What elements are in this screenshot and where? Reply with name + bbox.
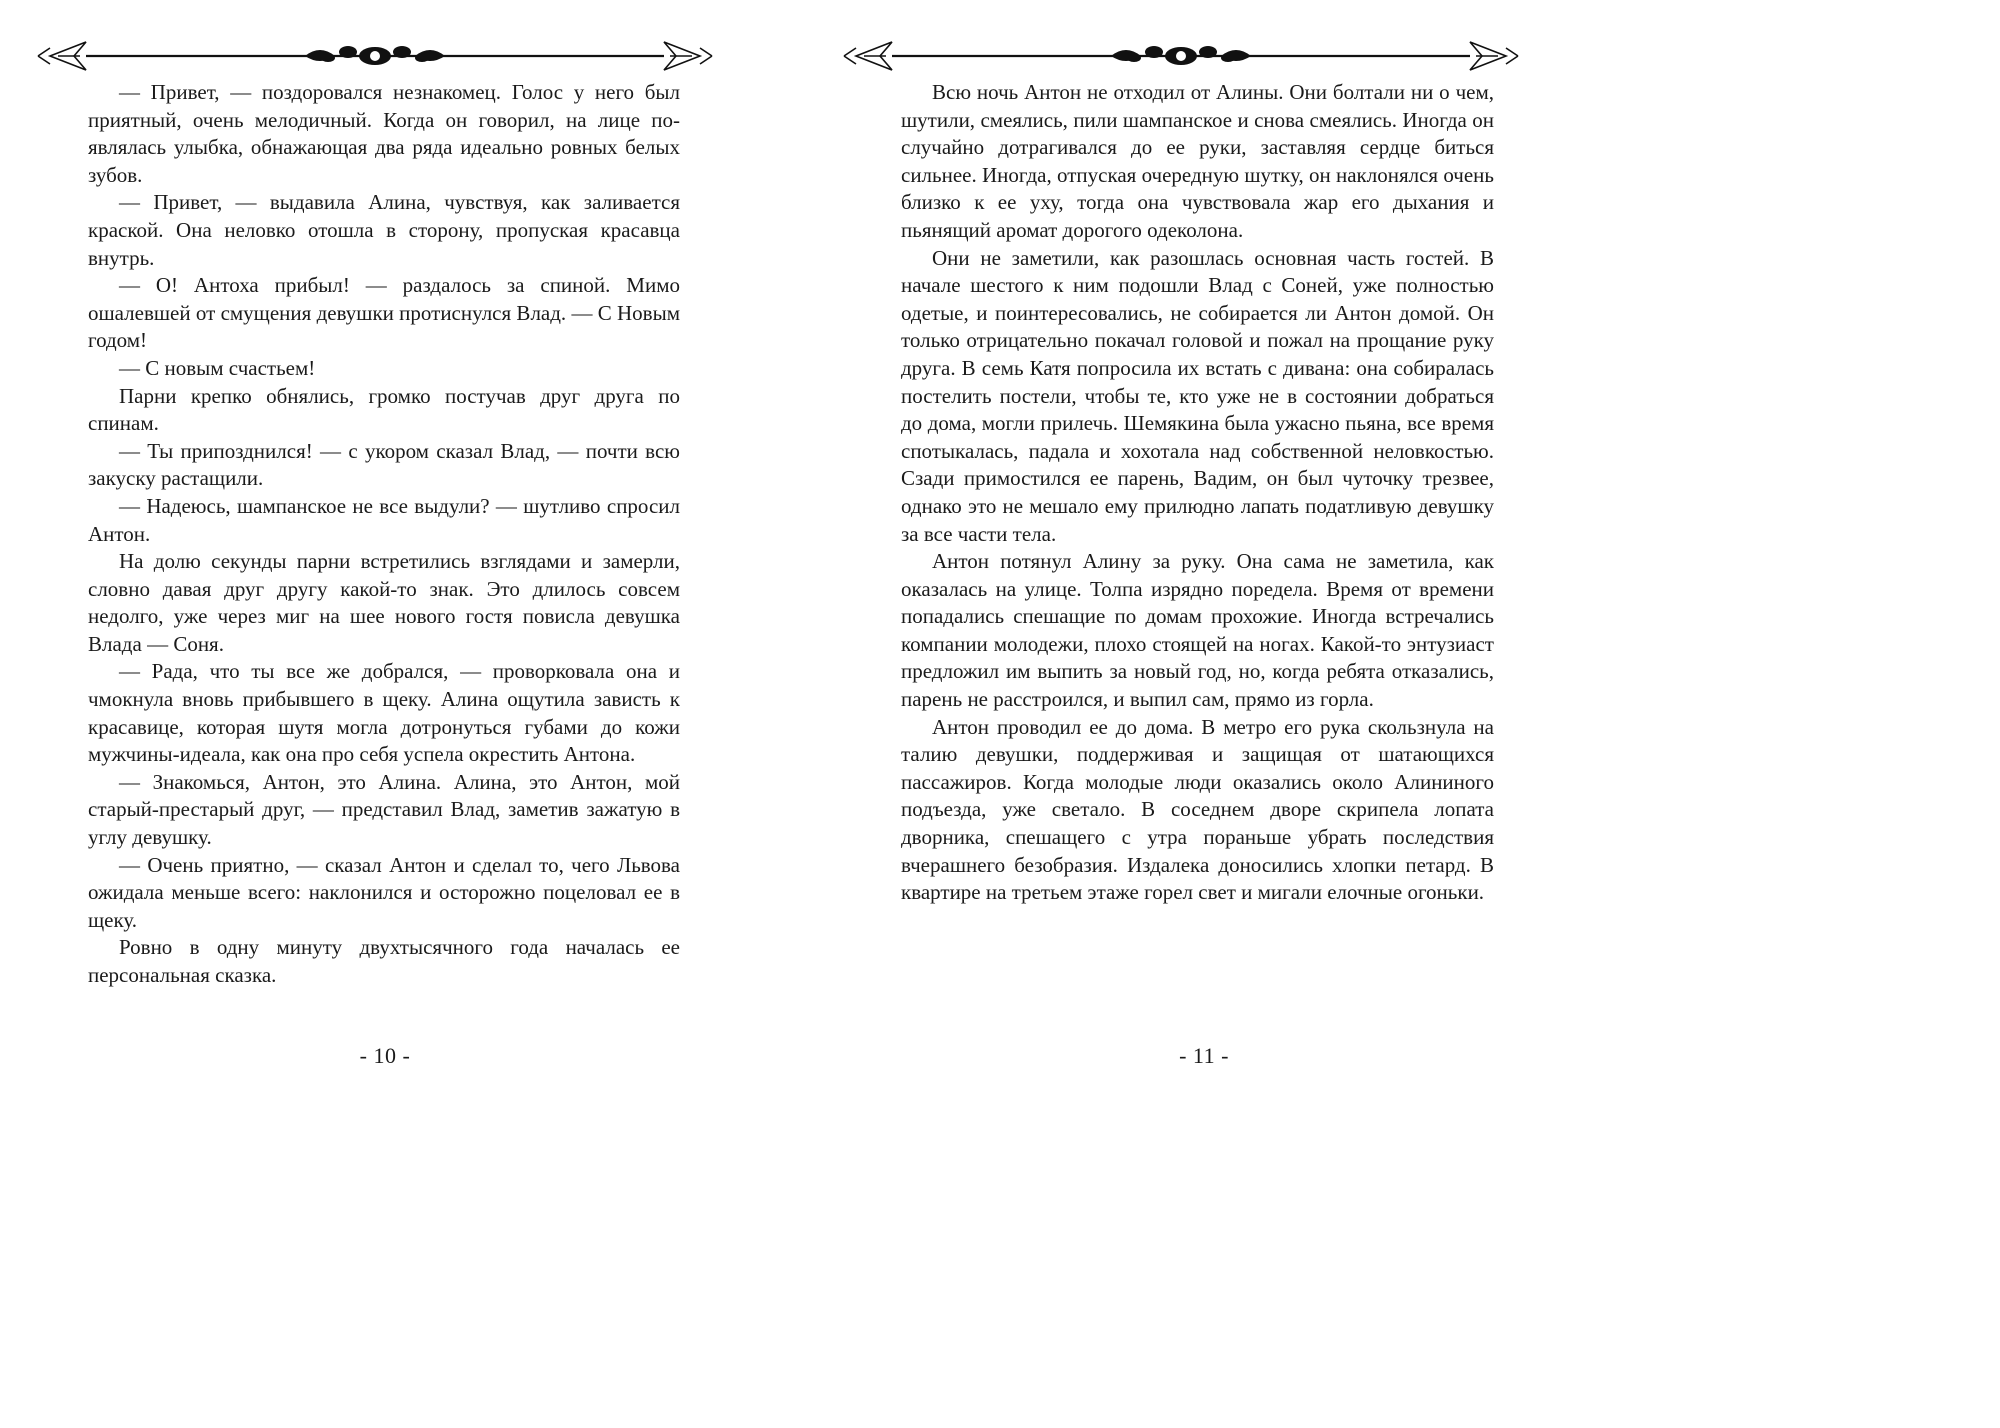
paragraph: Антон потянул Алину за руку. Она сама не заметила, как оказалась на улице. Толпа изрядно поредела. Время от времени попадались спешащие по домам прохожие. Иногда встречались компании молодежи, плохо стоящей на ногах. Какой-то энтузиаст предложил им выпить за новый год, но, когда ребята отказались, парень не расстроился, и выпил сам, прямо из горла. (901, 549, 1494, 712)
header-ornament (836, 36, 1526, 76)
paragraph: — Ты припозднился! — с укором сказал Влад, — почти всю закуску растащили. (88, 438, 680, 491)
paragraph: Парни крепко обнялись, громко постучав друг друга по спинам. (88, 383, 680, 436)
page-number: - 11 - (1179, 1043, 1229, 1068)
paragraph: — Надеюсь, шампанское не все выдули? — шутливо спросил Антон. (88, 493, 680, 546)
paragraph: — С новым счастьем! (119, 355, 316, 380)
ornament-graphic (836, 36, 1526, 76)
paragraph: Ровно в одну минуту двухтысячного года началась ее персональная сказка. (88, 935, 680, 987)
paragraph: — Привет, — выдавила Алина, чувствуя, как заливается краской. Она неловко отошла в сторону, пропуская красавца внутрь. (88, 190, 680, 270)
right-page (806, 0, 1566, 1118)
left-page (0, 0, 760, 1118)
page-number: - 10 - (359, 1043, 411, 1068)
paragraph: На долю секунды парни встретились взглядами и замерли, словно давая друг другу какой-то знак. Это длилось совсем недолго, уже через миг на шее нового гостя повисла девушка Влада — Соня. (88, 549, 680, 656)
header-ornament (30, 36, 720, 76)
page-body-text (901, 79, 1494, 907)
paragraph: — Привет, — поздоровался незнакомец. Голос у него был приятный, очень мелодичный. Когда он говорил, на лице появлялась улыбка, обнажающая два ряда идеально ровных белых зубов. (88, 80, 680, 187)
page-body-text (88, 79, 680, 990)
paragraph: — Рада, что ты все же добрался, — проворковала она и чмокнула вновь прибывшего в щеку. Алина ощутила зависть к красавице, которая шутя могла дотронуться губами до кожи мужчины-идеала, как она про себя успела окрестить Антона. (88, 659, 680, 767)
paragraph: Антон проводил ее до дома. В метро его рука скользнула на талию девушки, поддерживая и защищая от шатающихся пассажиров. Когда молодые люди оказались около Алининого подъезда, уже светало. В соседнем дворе скрипела лопата дворника, спешащего с утра пораньше убрать последствия вчерашнего безобразия. Издалека доносились хлопки петард. В квартире на третьем этаже горел свет и мигали елочные огоньки. (901, 714, 1494, 905)
paragraph: — О! Антоха прибыл! — раздалось за спиной. Мимо ошалевшей от смущения девушки протиснулся Влад. — С Новым годом! (88, 273, 680, 353)
paragraph: Они не заметили, как разошлась основная часть гостей. В начале шестого к ним подошли Влад с Соней, уже полностью одетые, и поинтересовались, не собирается ли Антон домой. Он только отрицательно покачал головой и пожал на прощание руку друга. В семь Катя попросила их встать с дивана: она собиралась постелить постели, чтобы те, кто уже не в состоянии добраться до дома, могли прилечь. Шемякина была ужасно пьяна, все время спотыкалась, падала и хохотала над собственной неловкостью. Сзади примостился ее парень, Вадим, он был чуточку трезвее, однако это не мешало ему прилюдно лапать податливую девушку за все части тела. (901, 245, 1494, 546)
paragraph: — Очень приятно, — сказал Антон и сделал то, чего Львова ожидала меньше всего: наклонился и осторожно поцеловал ее в щеку. (88, 852, 680, 932)
paragraph: — Знакомься, Антон, это Алина. Алина, это Антон, мой старый-престарый друг, — представил Влад, заметив зажатую в углу девушку. (88, 769, 680, 850)
paragraph: Всю ночь Антон не отходил от Алины. Они болтали ни о чем, шутили, смеялись, пили шампанское и снова смеялись. Иногда он случайно дотрагивался до ее руки, заставляя сердце биться сильнее. Иногда, отпуская очередную шутку, он наклонялся очень близко к ее уху, тогда она чувствовала жар его дыхания и пьянящий аромат дорогого одеколона. (901, 80, 1494, 242)
ornament-graphic (30, 36, 720, 76)
